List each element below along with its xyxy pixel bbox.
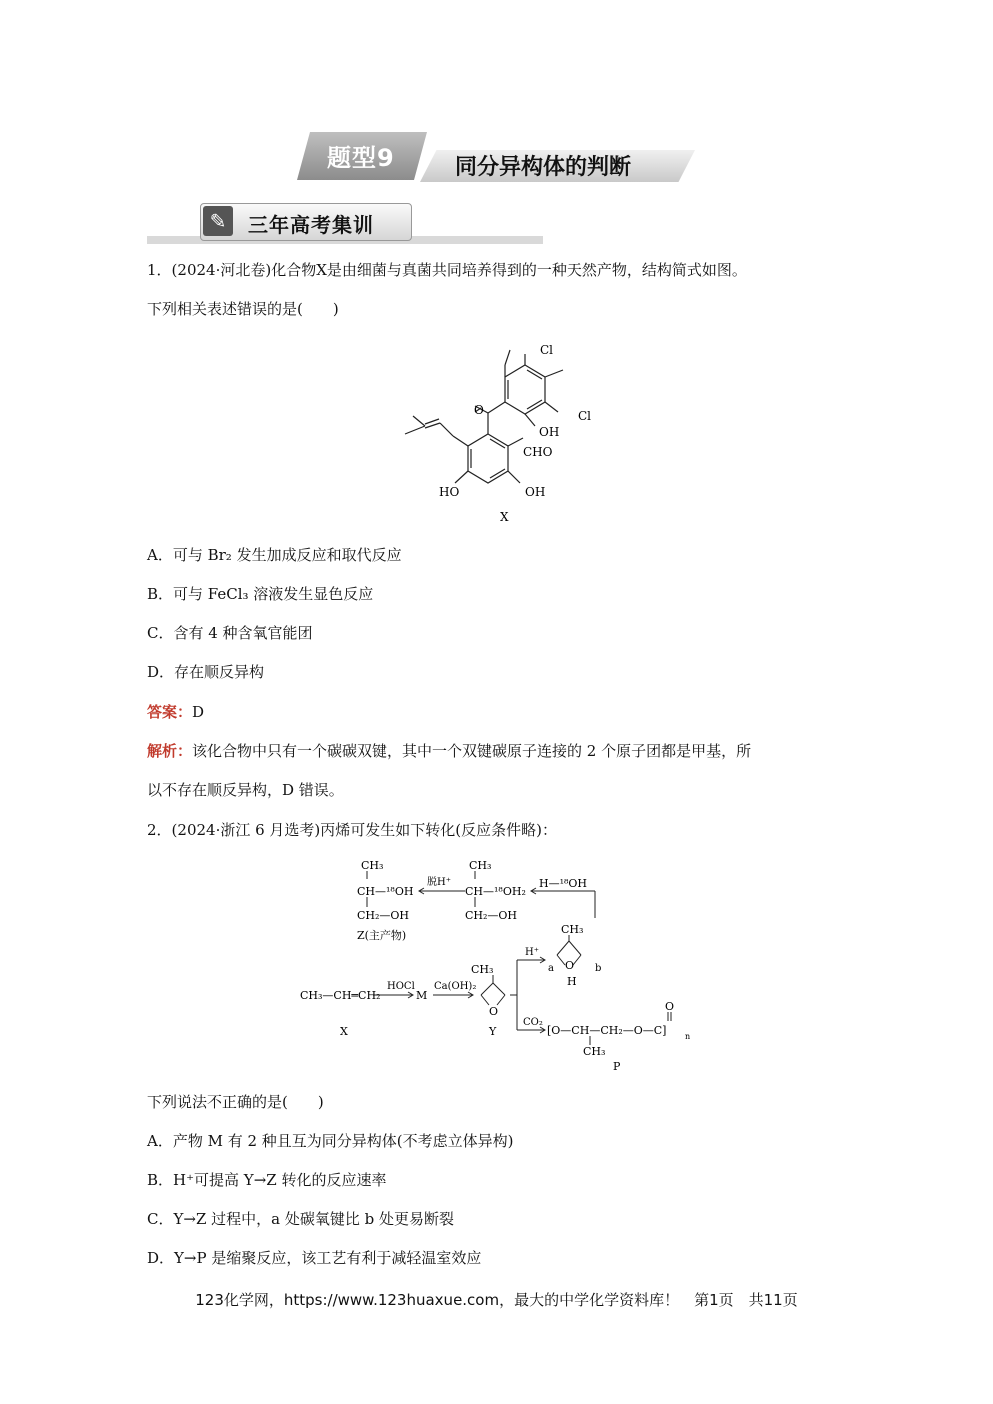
q1-analysis-line2: 以不存在顺反异构，D 错误。: [147, 781, 344, 799]
scheme-ch3-p: CH₃: [583, 1045, 606, 1058]
q2-option-b: B．H⁺可提高 Y→Z 转化的反应速率: [147, 1171, 387, 1189]
q1-mol-cl2: Cl: [578, 409, 592, 423]
q1-mol-ho: HO: [439, 485, 460, 499]
q2-stem: 2．(2024·浙江 6 月选考)丙烯可发生如下转化(反应条件略)：: [147, 821, 557, 839]
scheme-a: a: [548, 963, 554, 974]
scheme-hocl: HOCl: [387, 981, 415, 992]
analysis-text: 该化合物中只有一个碳碳双键，其中一个双键碳原子连接的 2 个原子团都是甲基，所: [192, 742, 752, 760]
q2-reaction-scheme: [295, 855, 715, 1080]
q2-option-d: D．Y→P 是缩聚反应，该工艺有利于减轻温室效应: [147, 1249, 482, 1267]
scheme-co2: CO₂: [523, 1017, 543, 1028]
q1-option-d: D．存在顺反异构: [147, 663, 265, 681]
q2-stem2: 下列说法不正确的是( ): [147, 1093, 324, 1111]
scheme-hplus: H⁺: [525, 947, 539, 958]
scheme-ch2oh-b: CH₂—OH: [465, 909, 518, 922]
scheme-m: M: [416, 989, 428, 1002]
scheme-z: Z(主产物): [357, 929, 407, 942]
scheme-oplus: O: [565, 959, 575, 972]
scheme-caoh: Ca(OH)₂: [434, 981, 477, 992]
q1-stem-line2: 下列相关表述错误的是( ): [147, 300, 339, 318]
scheme-o-y: O: [489, 1005, 499, 1018]
scheme-propene: CH₃—CH═CH₂: [300, 989, 381, 1002]
q1-mol-oh3: OH: [525, 485, 546, 499]
scheme-ch3-a: CH₃: [361, 859, 384, 872]
page-footer: 123化学网，https://www.123huaxue.com，最大的中学化学资料库！ 第1页 共11页: [195, 1291, 798, 1309]
q1-molecule-diagram: [395, 340, 595, 530]
scheme-ch3-b: CH₃: [469, 859, 492, 872]
scheme-ch3-h: CH₃: [561, 923, 584, 936]
q1-mol-cho: CHO: [523, 445, 553, 459]
q1-mol-o: O: [474, 403, 484, 417]
scheme-ch2oh-a: CH₂—OH: [357, 909, 410, 922]
scheme-h: H: [567, 975, 577, 988]
scheme-y: Y: [489, 1025, 497, 1038]
scheme-x: X: [340, 1025, 348, 1038]
q2-option-a: A．产物 M 有 2 种且互为同分异构体(不考虑立体异构): [147, 1132, 514, 1150]
scheme-p: P: [613, 1060, 621, 1073]
scheme-ch3-y: CH₃: [471, 963, 494, 976]
analysis-label: 解析：: [147, 742, 193, 760]
scheme-h-oh: H—¹⁸OH: [539, 877, 588, 890]
answer-value: D: [192, 703, 205, 721]
q1-mol-cl1: Cl: [540, 343, 554, 357]
scheme-o-p: O: [665, 1000, 675, 1013]
scheme-n: n: [685, 1032, 691, 1041]
banner-number: 题型9: [327, 144, 395, 172]
q1-stem-line1: 1．(2024·河北卷)化合物X是由细菌与真菌共同培养得到的一种天然产物，结构简式如图。: [147, 261, 747, 279]
q2-option-c: C．Y→Z 过程中，a 处碳氧键比 b 处更易断裂: [147, 1210, 454, 1228]
q1-analysis-line1: [147, 741, 751, 761]
q1-option-a: A．可与 Br₂ 发生加成反应和取代反应: [147, 546, 402, 564]
q1-mol-oh1: OH: [539, 425, 560, 439]
scheme-polymer: [O—CH—CH₂—O—C]: [547, 1024, 667, 1037]
answer-label: 答案：: [147, 703, 193, 721]
scheme-b: b: [595, 963, 602, 974]
page-title: 同分异构体的判断: [455, 155, 632, 180]
q1-answer: [147, 702, 204, 722]
pencil-icon: ✎: [203, 206, 233, 236]
scheme-ch-oh2: CH—¹⁸OH₂: [465, 885, 526, 898]
scheme-ch-oh18: CH—¹⁸OH: [357, 885, 414, 898]
section-title: 三年高考集训: [248, 213, 374, 237]
q1-mol-label: X: [500, 510, 509, 524]
q1-option-c: C．含有 4 种含氧官能团: [147, 624, 313, 642]
scheme-deH: 脱H⁺: [427, 877, 451, 888]
q1-option-b: B．可与 FeCl₃ 溶液发生显色反应: [147, 585, 374, 603]
